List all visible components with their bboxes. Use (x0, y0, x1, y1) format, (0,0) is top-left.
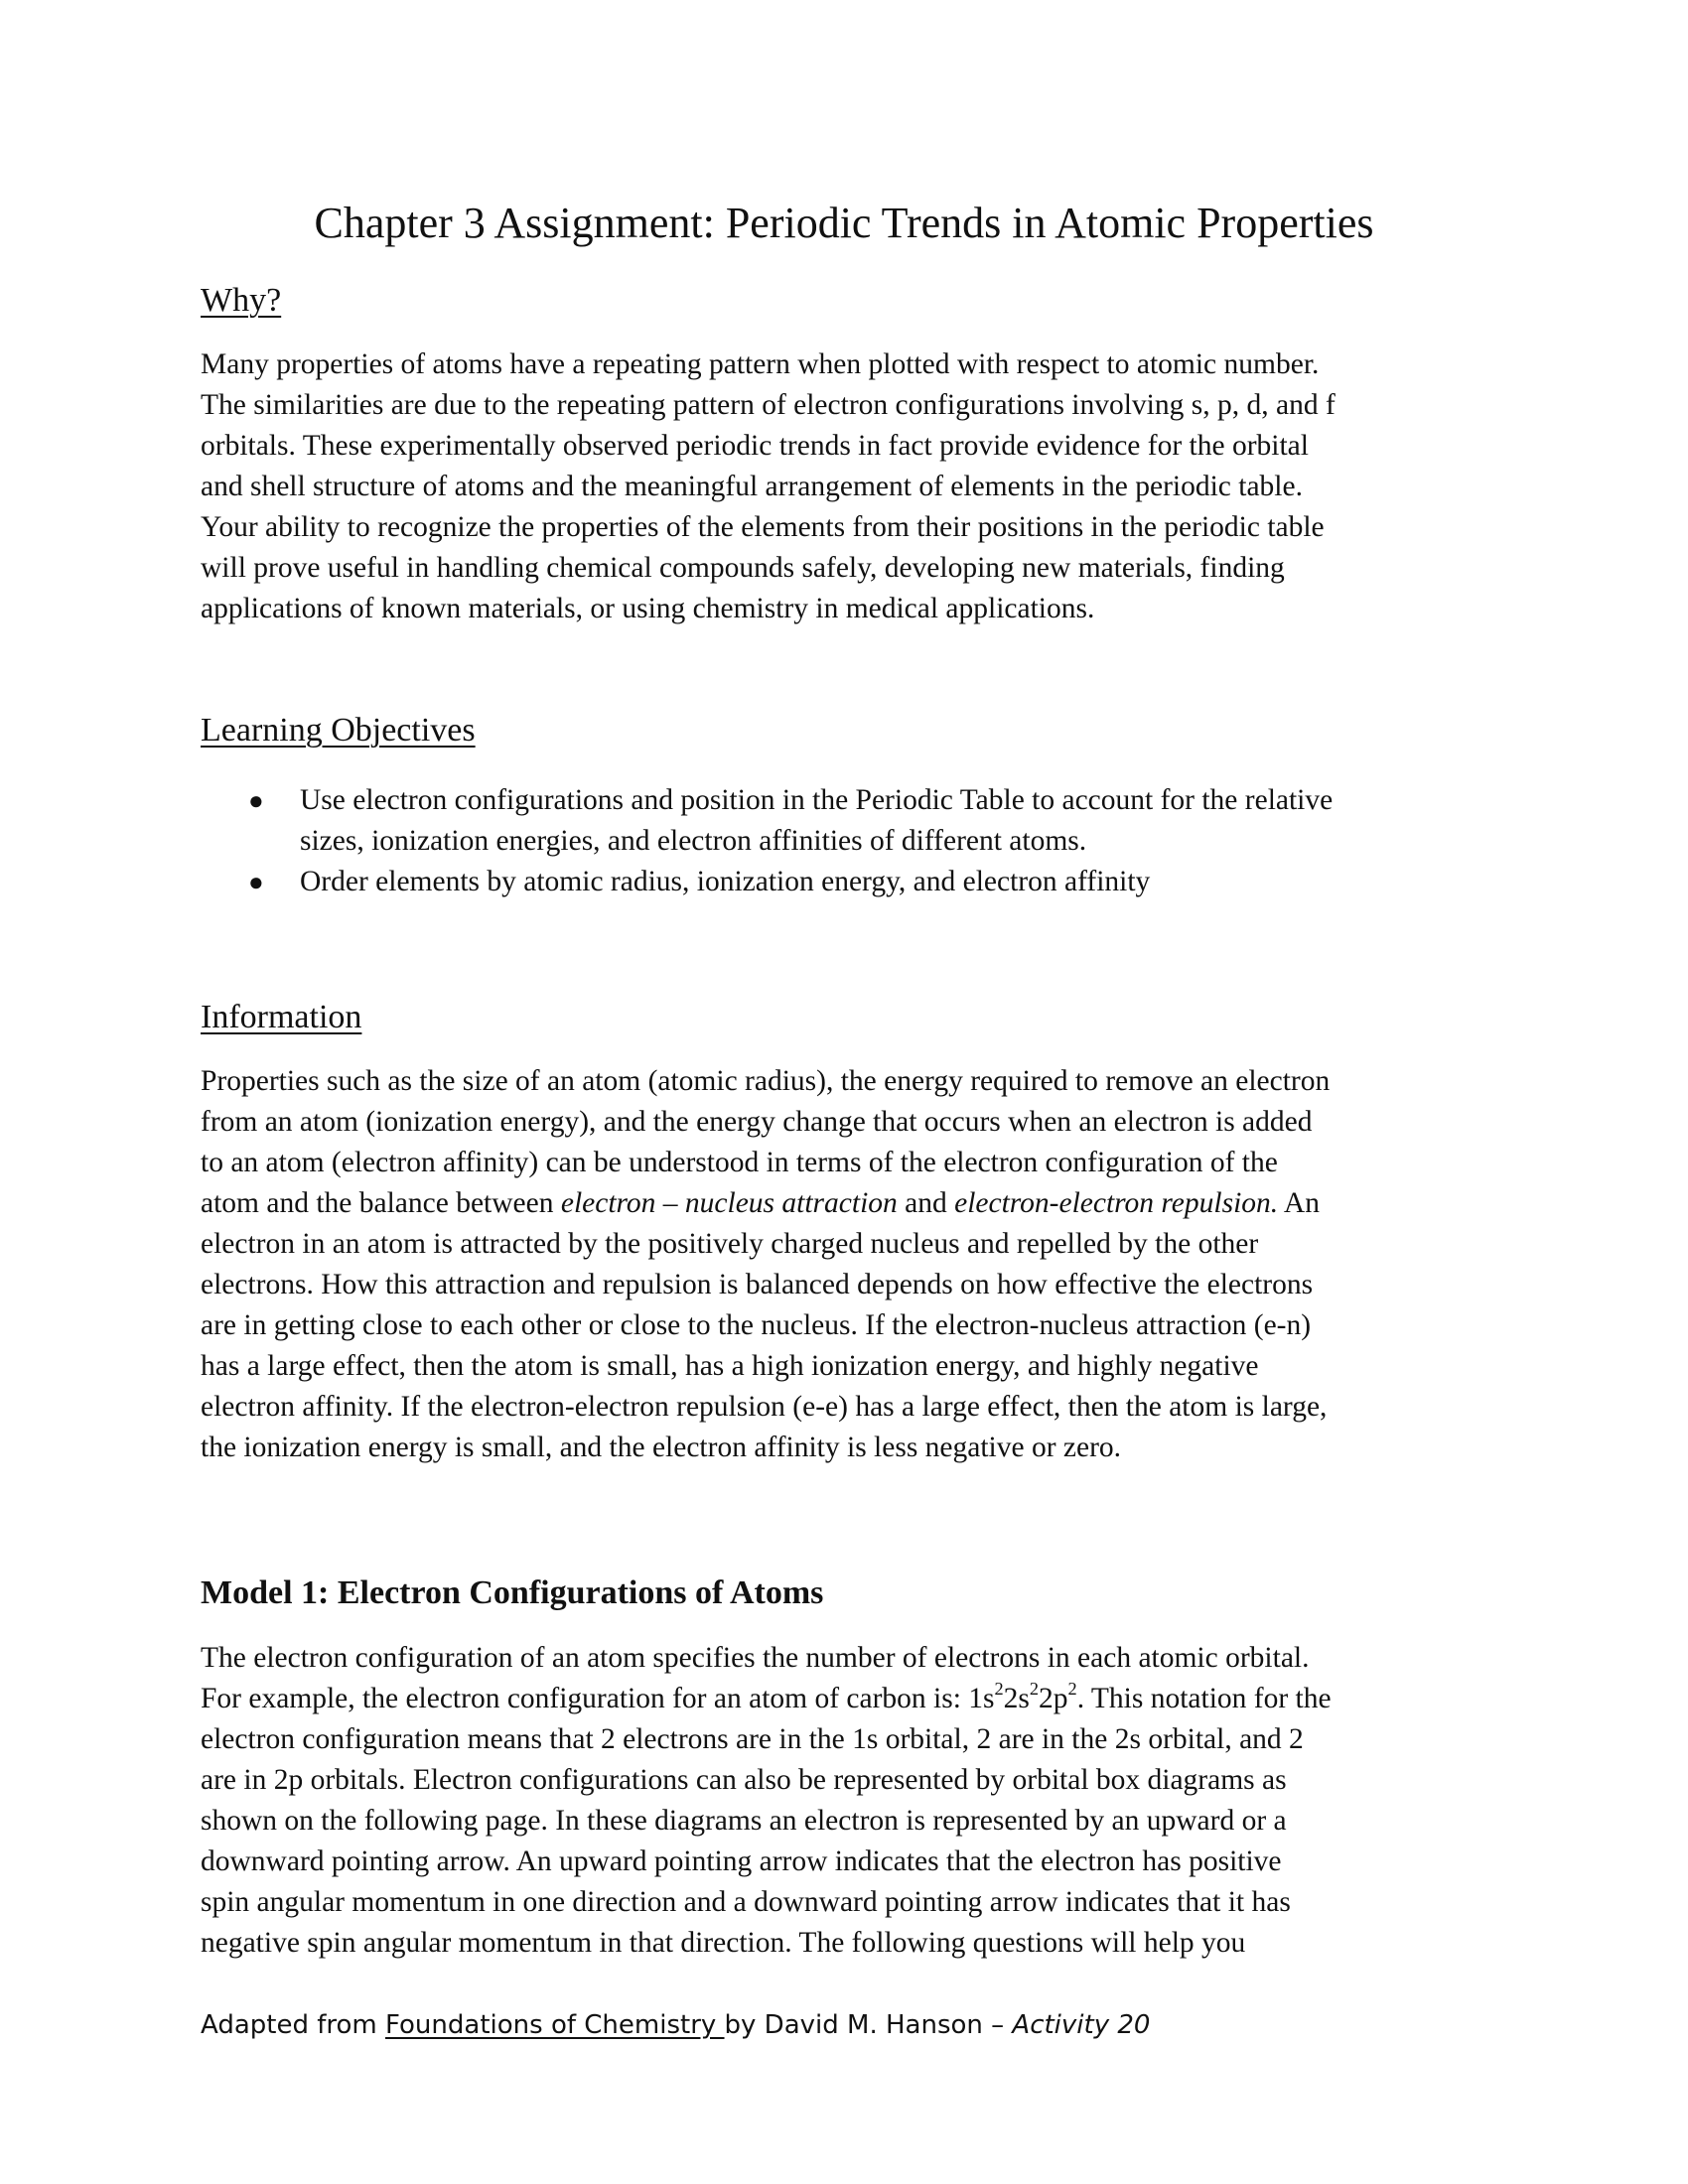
why-heading: Why? (201, 282, 282, 319)
objective-line: Order elements by atomic radius, ionization energy, and electron affinity (300, 866, 1151, 897)
information-line: the ionization energy is small, and the electron affinity is less negative or zero. (201, 1432, 1122, 1463)
why-paragraph (201, 344, 1501, 629)
model1-text: 2p (1039, 1683, 1068, 1714)
model1-paragraph (201, 1638, 1501, 1964)
objective-line: Use electron configurations and position in the Periodic Table to account for the relative (300, 784, 1334, 816)
information-line: electron affinity. If the electron-electron repulsion (e-e) has a large effect, then the atom is large, (201, 1391, 1328, 1423)
information-heading: Information (201, 999, 362, 1035)
why-line: Your ability to recognize the properties of the elements from their positions in the periodic table (201, 511, 1325, 543)
bullet-icon: ● (248, 868, 264, 896)
model1-line: negative spin angular momentum in that direction. The following questions will help you (201, 1927, 1246, 1959)
objective-item (201, 862, 1501, 902)
information-line: Properties such as the size of an atom (atomic radius), the energy required to remove an electron (201, 1065, 1331, 1097)
superscript: 2 (1029, 1679, 1040, 1700)
emphasis-repulsion: electron-electron repulsion. (954, 1187, 1279, 1219)
information-text: An (1278, 1187, 1320, 1219)
model1-text: For example, the electron configuration for an atom of carbon is: 1s (201, 1683, 995, 1714)
footer-source-title: Foundations of Chemistry (385, 2010, 725, 2040)
page-footer (201, 2009, 1150, 2041)
superscript: 2 (1067, 1679, 1077, 1700)
why-line: applications of known materials, or using chemistry in medical applications. (201, 593, 1095, 624)
page-title: Chapter 3 Assignment: Periodic Trends in Atomic Properties (314, 199, 1374, 247)
information-text: and (897, 1187, 955, 1219)
bullet-icon: ● (248, 786, 264, 815)
footer-author: by David M. Hanson – (724, 2010, 1013, 2040)
footer-activity: Activity 20 (1012, 2010, 1151, 2040)
information-line: from an atom (ionization energy), and the energy change that occurs when an electron is added (201, 1106, 1313, 1138)
emphasis-attraction: electron – nucleus attraction (560, 1187, 898, 1219)
why-line: The similarities are due to the repeating pattern of electron configurations involving s, p, d, and f (201, 389, 1336, 421)
model1-line: The electron configuration of an atom specifies the number of electrons in each atomic orbital. (201, 1642, 1310, 1674)
why-line: will prove useful in handling chemical compounds safely, developing new materials, finding (201, 552, 1285, 584)
model1-line: are in 2p orbitals. Electron configurations can also be represented by orbital box diagrams as (201, 1764, 1287, 1796)
why-line: orbitals. These experimentally observed periodic trends in fact provide evidence for the orbital (201, 430, 1309, 462)
information-line: electron in an atom is attracted by the positively charged nucleus and repelled by the other (201, 1228, 1259, 1260)
information-line: are in getting close to each other or close to the nucleus. If the electron-nucleus attraction (e-n) (201, 1309, 1312, 1341)
information-line (201, 1183, 1501, 1224)
model1-text: 2s (1003, 1683, 1030, 1714)
information-line: has a large effect, then the atom is small, has a high ionization energy, and highly negative (201, 1350, 1259, 1382)
information-paragraph (201, 1061, 1501, 1468)
model1-heading: Model 1: Electron Configurations of Atoms (201, 1574, 824, 1611)
model1-text: . This notation for the (1076, 1683, 1332, 1714)
information-line: electrons. How this attraction and repulsion is balanced depends on how effective the electrons (201, 1269, 1314, 1300)
model1-line: electron configuration means that 2 electrons are in the 1s orbital, 2 are in the 2s orbital, and 2 (201, 1723, 1304, 1755)
why-line: Many properties of atoms have a repeating pattern when plotted with respect to atomic number. (201, 348, 1320, 380)
objective-item (201, 780, 1501, 862)
objectives-heading: Learning Objectives (201, 712, 476, 749)
model1-line: shown on the following page. In these diagrams an electron is represented by an upward or a (201, 1805, 1287, 1837)
information-text: atom and the balance between (201, 1187, 561, 1219)
model1-line (201, 1679, 1501, 1719)
footer-prefix: Adapted from (201, 2010, 385, 2040)
superscript: 2 (994, 1679, 1004, 1700)
model1-line: downward pointing arrow. An upward pointing arrow indicates that the electron has positive (201, 1845, 1282, 1877)
objectives-list (201, 780, 1501, 902)
why-line: and shell structure of atoms and the meaningful arrangement of elements in the periodic table. (201, 471, 1303, 502)
objective-line: sizes, ionization energies, and electron affinities of different atoms. (300, 825, 1087, 857)
information-line: to an atom (electron affinity) can be understood in terms of the electron configuration of the (201, 1147, 1278, 1178)
model1-line: spin angular momentum in one direction and a downward pointing arrow indicates that it has (201, 1886, 1291, 1918)
